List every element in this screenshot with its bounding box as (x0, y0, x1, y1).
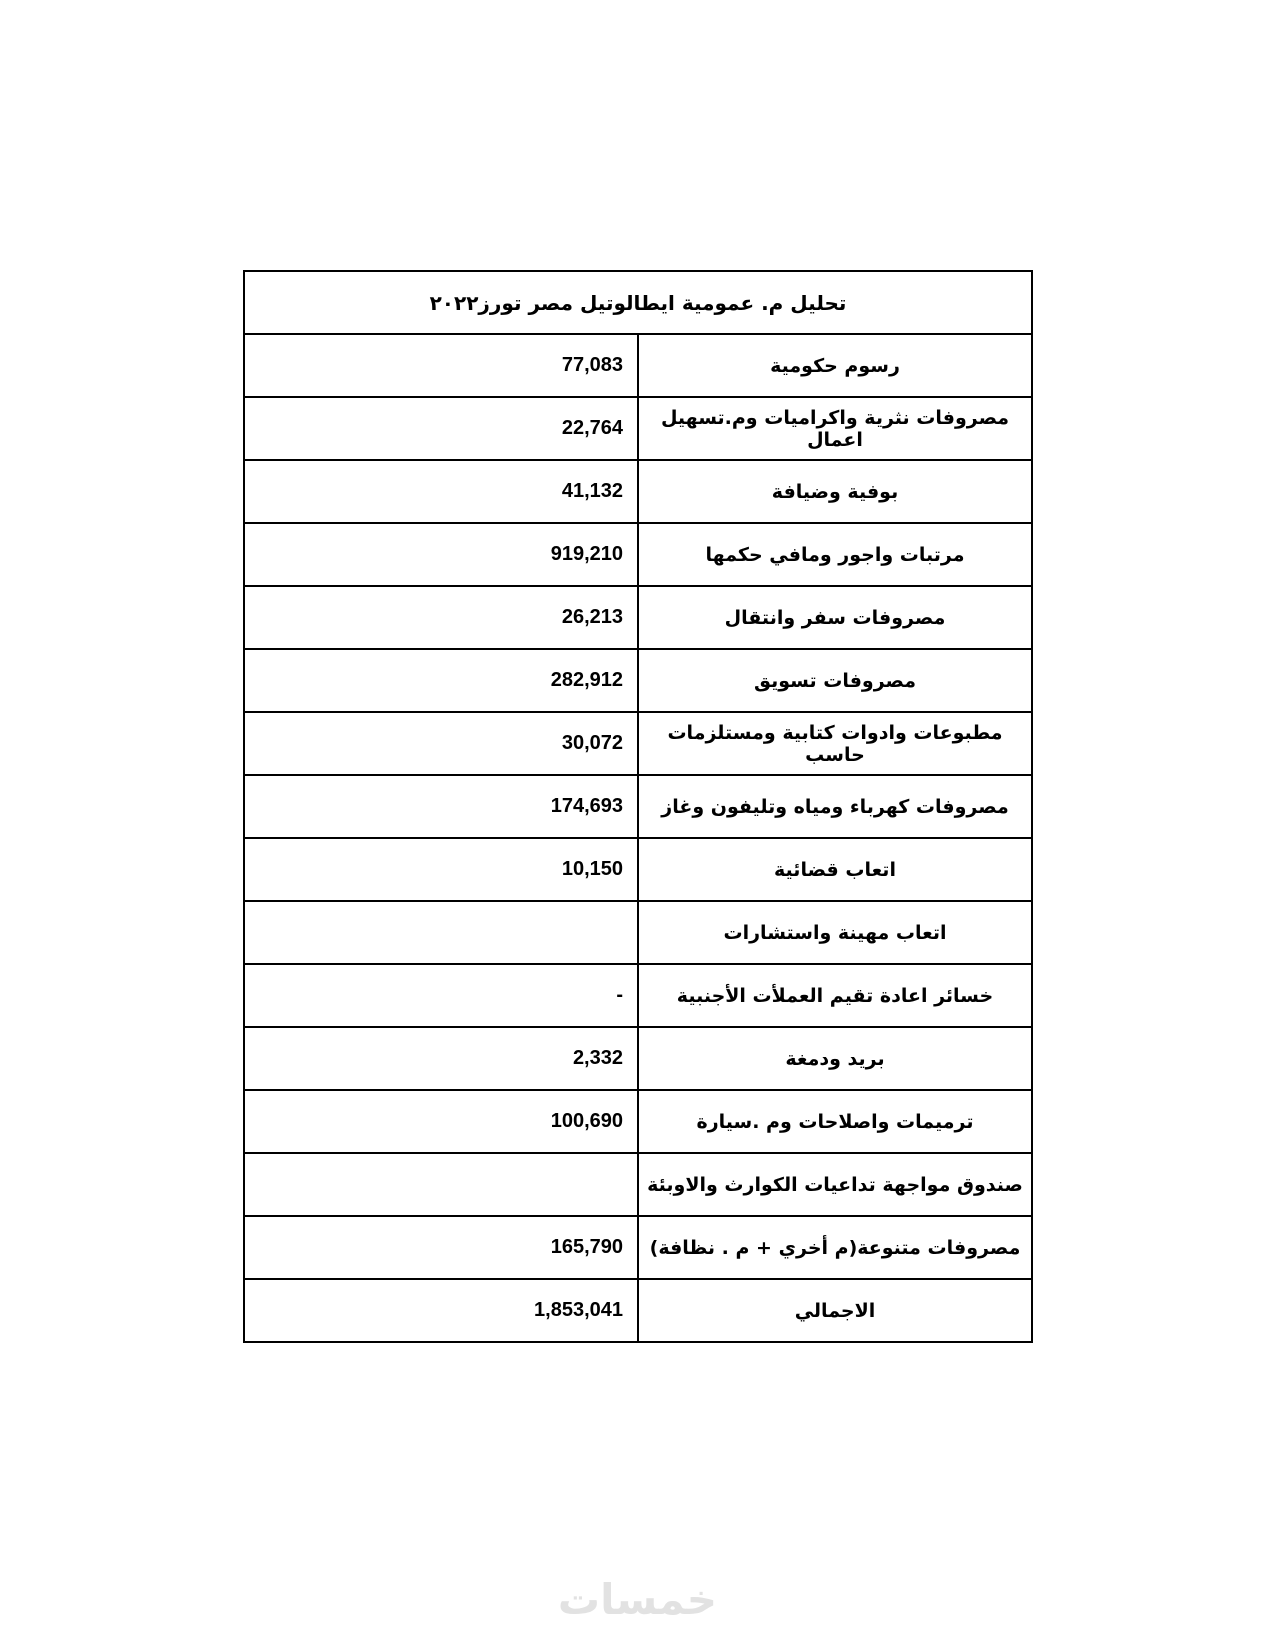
amount-cell: 174,693 (244, 775, 638, 838)
amount-cell: 165,790 (244, 1216, 638, 1279)
table-row (244, 586, 1032, 649)
table-title-row (244, 271, 1032, 334)
total-label: الاجمالي (638, 1279, 1032, 1342)
label-cell: رسوم حكومية (638, 334, 1032, 397)
amount-cell: 26,213 (244, 586, 638, 649)
table-row (244, 1216, 1032, 1279)
amount-cell: 919,210 (244, 523, 638, 586)
table-row (244, 397, 1032, 460)
table-row (244, 334, 1032, 397)
label-cell: مرتبات واجور ومافي حكمها (638, 523, 1032, 586)
label-cell: مصروفات متنوعة(م أخري + م . نظافة) (638, 1216, 1032, 1279)
label-cell: مصروفات تسويق (638, 649, 1032, 712)
amount-cell (244, 1153, 638, 1216)
amount-cell: 10,150 (244, 838, 638, 901)
amount-cell: 41,132 (244, 460, 638, 523)
label-cell: اتعاب مهينة واستشارات (638, 901, 1032, 964)
table-row (244, 901, 1032, 964)
watermark-logo: خمسات (557, 1575, 718, 1624)
amount-cell: 282,912 (244, 649, 638, 712)
label-cell: مصروفات سفر وانتقال (638, 586, 1032, 649)
table-row (244, 1027, 1032, 1090)
amount-cell: 22,764 (244, 397, 638, 460)
total-amount: 1,853,041 (244, 1279, 638, 1342)
table-row (244, 775, 1032, 838)
label-cell: اتعاب قضائية (638, 838, 1032, 901)
table-row (244, 523, 1032, 586)
table-row (244, 1090, 1032, 1153)
amount-cell: 77,083 (244, 334, 638, 397)
label-cell: خسائر اعادة تقيم العملأت الأجنبية (638, 964, 1032, 1027)
table-row (244, 460, 1032, 523)
label-cell: بريد ودمغة (638, 1027, 1032, 1090)
table-row (244, 838, 1032, 901)
amount-cell: 100,690 (244, 1090, 638, 1153)
table-body (244, 271, 1032, 1342)
label-cell: بوفية وضيافة (638, 460, 1032, 523)
label-cell: مصروفات كهرباء ومياه وتليفون وغاز (638, 775, 1032, 838)
table-row (244, 649, 1032, 712)
total-row (244, 1279, 1032, 1342)
table-row (244, 964, 1032, 1027)
label-cell: مصروفات نثرية واكراميات وم.تسهيل اعمال (638, 397, 1032, 460)
expense-analysis-table (243, 270, 1033, 1343)
amount-cell: 2,332 (244, 1027, 638, 1090)
label-cell: مطبوعات وادوات كتابية ومستلزمات حاسب (638, 712, 1032, 775)
table-title: تحليل م. عمومية ايطالوتيل مصر تورز٢٠٢٢ (244, 271, 1032, 334)
amount-cell: 30,072 (244, 712, 638, 775)
label-cell: ترميمات واصلاحات وم .سيارة (638, 1090, 1032, 1153)
label-cell: صندوق مواجهة تداعيات الكوارث والاوبئة (638, 1153, 1032, 1216)
amount-cell (244, 901, 638, 964)
table-row (244, 712, 1032, 775)
table-row (244, 1153, 1032, 1216)
amount-cell: - (244, 964, 638, 1027)
